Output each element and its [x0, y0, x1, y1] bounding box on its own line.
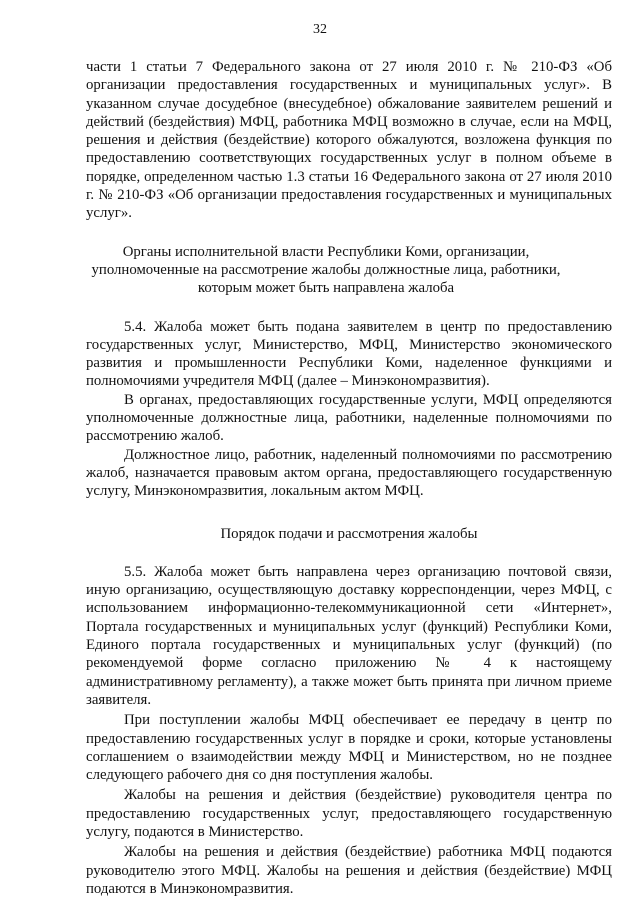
paragraph-intro: части 1 статьи 7 Федерального закона от 27 июля 2010 г. № 210-ФЗ «Об организации предоставления государственных и муниципальных услуг». В указанном случае досудебное (внесудебное) обжалование заявителем решений и действий (бездействия) МФЦ, работника МФЦ возможно в случае, если на МФЦ, решения и действия (бездействие) которого обжалуются, возложена функция по предоставлению соответствующих государственных услуг в полном объеме в порядке, определенном частью 1.3 статьи 16 Федерального закона от 27 июля 2010 г. № 210-ФЗ «Об организации предоставления государственных и муниципальных услуг».: [86, 59, 612, 222]
paragraph-center-head-complaints: Жалобы на решения и действия (бездействие) руководителя центра по предоставлению государственных услуг, предоставляющего государственную услугу, подаются в Министерство.: [86, 787, 612, 840]
section-heading-complaint-bodies: Органы исполнительной власти Республики Коми, организации, уполномоченные на рассмотрение жалобы должностные лица, работники, которым может быть направлена жалоба: [91, 243, 561, 297]
paragraph-authorized-officials: В органах, предоставляющих государственные услуги, МФЦ определяются уполномоченные должностные лица, работники, наделенные полномочиями по рассмотрению жалоб.: [86, 391, 612, 445]
paragraph-complaint-receipt: При поступлении жалобы МФЦ обеспечивает ее передачу в центр по предоставлению государственных услуг в порядке и сроки, которые установлены соглашением о взаимодействии между МФЦ и Министерством, но не позднее следующего рабочего дня со дня поступления жалобы.: [86, 712, 612, 784]
paragraph-official-appointment: Должностное лицо, работник, наделенный полномочиями по рассмотрению жалоб, назначается правовым актом органа, предоставляющего государственную услугу, Минэкономразвития, локальным актом МФЦ.: [86, 446, 612, 500]
section-heading-complaint-procedure: Порядок подачи и рассмотрения жалобы: [220, 525, 478, 542]
paragraph-mfc-worker-complaints: Жалобы на решения и действия (бездействие) работника МФЦ подаются руководителю этого МФЦ. Жалобы на решения и действия (бездействие) МФЦ подаются в Минэкономразвития.: [86, 844, 612, 897]
document-body: [86, 58, 612, 898]
paragraph-5-4: 5.4. Жалоба может быть подана заявителем в центр по предоставлению государственных услуг, Министерство, МФЦ, Министерство экономического развития и промышленности Республики Коми, наделенное функциями и полномочиями учредителя МФЦ (далее – Минэкономразвития).: [86, 318, 612, 390]
paragraph-5-5: 5.5. Жалоба может быть направлена через организацию почтовой связи, иную организацию, осуществляющую доставку корреспонденции, через МФЦ, с использованием информационно-телекоммуникационной сети «Интернет», Портала государственных и муниципальных услуг (функций) Республики Коми, Единого портала государственных и муниципальных услуг (функций) (по рекомендуемой форме согласно приложению № 4 к настоящему административному регламенту), а также может быть принята при личном приеме заявителя.: [86, 563, 612, 708]
page-number: 32: [313, 22, 327, 37]
